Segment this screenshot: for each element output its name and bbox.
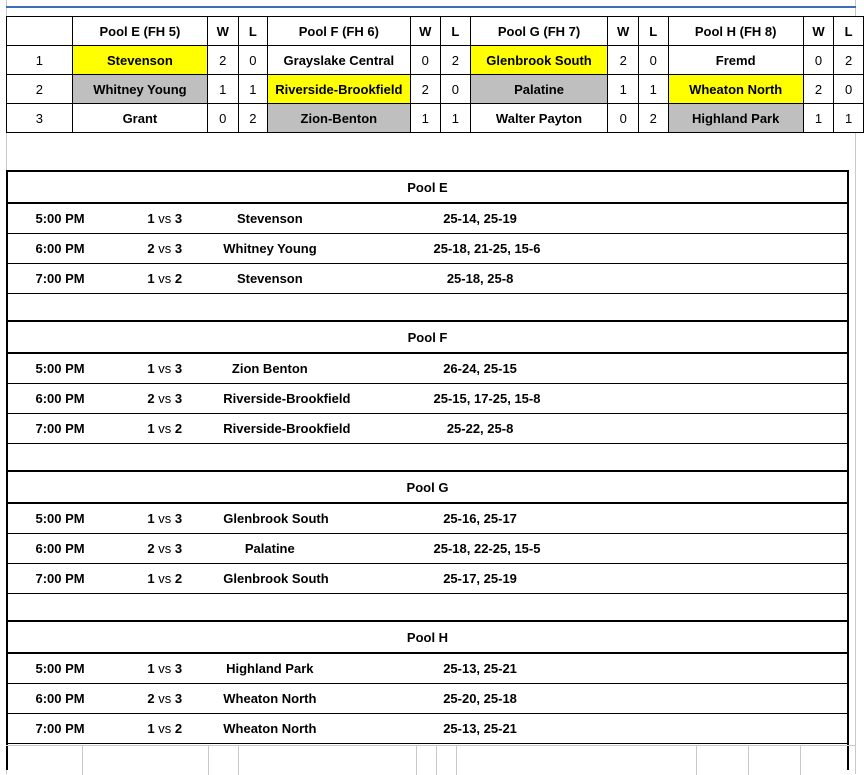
team-cell: Highland Park bbox=[668, 104, 803, 133]
empty-cell bbox=[217, 444, 322, 472]
team-cell: Fremd bbox=[668, 46, 803, 75]
vs-label: vs bbox=[158, 691, 172, 706]
empty-cell bbox=[638, 444, 743, 472]
empty-cell bbox=[638, 203, 743, 234]
wins-cell: 0 bbox=[608, 104, 639, 133]
wins-cell: 0 bbox=[410, 46, 441, 75]
empty-cell bbox=[743, 503, 848, 534]
team-cell: Stevenson bbox=[72, 46, 207, 75]
team-cell: Wheaton North bbox=[668, 75, 803, 104]
empty-cell bbox=[322, 594, 427, 622]
seed-a: 1 bbox=[147, 271, 155, 286]
empty-cell bbox=[743, 534, 848, 564]
empty-cell bbox=[533, 503, 638, 534]
matchup bbox=[112, 653, 217, 684]
standings-table bbox=[6, 16, 864, 133]
match-time: 7:00 PM bbox=[7, 714, 112, 744]
empty-cell bbox=[428, 294, 533, 322]
empty-cell bbox=[322, 294, 427, 322]
empty-cell bbox=[428, 594, 533, 622]
empty-cell bbox=[743, 714, 848, 744]
match-time: 6:00 PM bbox=[7, 384, 112, 414]
seed-b: 3 bbox=[174, 361, 183, 376]
empty-cell bbox=[112, 444, 217, 472]
empty-cell bbox=[322, 684, 427, 714]
team-cell: Grant bbox=[72, 104, 207, 133]
wins-cell: 1 bbox=[208, 75, 239, 104]
wins-cell: 2 bbox=[410, 75, 441, 104]
match-winner: Riverside-Brookfield bbox=[217, 414, 322, 444]
matchup bbox=[112, 353, 217, 384]
match-winner: Zion Benton bbox=[217, 353, 322, 384]
empty-cell bbox=[7, 294, 112, 322]
pool-title-row bbox=[7, 471, 848, 503]
empty-cell bbox=[428, 444, 533, 472]
losses-cell: 0 bbox=[638, 46, 668, 75]
empty-cell bbox=[322, 444, 427, 472]
seed-a: 2 bbox=[147, 691, 155, 706]
pool-g-header: Pool G (FH 7) bbox=[470, 17, 608, 46]
match-row bbox=[7, 564, 848, 594]
empty-cell bbox=[533, 564, 638, 594]
empty-cell bbox=[322, 353, 427, 384]
team-cell: Palatine bbox=[470, 75, 608, 104]
empty-cell bbox=[533, 594, 638, 622]
match-time: 5:00 PM bbox=[7, 203, 112, 234]
seed-b: 3 bbox=[174, 661, 183, 676]
match-winner: Wheaton North bbox=[217, 714, 322, 744]
empty-cell bbox=[322, 264, 427, 294]
match-row bbox=[7, 684, 848, 714]
match-row bbox=[7, 384, 848, 414]
empty-cell bbox=[533, 534, 638, 564]
match-scores: 25-18, 21-25, 15-6 bbox=[428, 234, 533, 264]
pool-title: Pool H bbox=[7, 621, 848, 653]
match-time: 5:00 PM bbox=[7, 353, 112, 384]
empty-cell bbox=[533, 684, 638, 714]
vs-label: vs bbox=[158, 541, 172, 556]
pool-e-header: Pool E (FH 5) bbox=[72, 17, 207, 46]
standings-rank-header bbox=[7, 17, 73, 46]
vs-label: vs bbox=[158, 271, 172, 286]
matchup bbox=[112, 534, 217, 564]
matchup bbox=[112, 684, 217, 714]
match-time: 5:00 PM bbox=[7, 503, 112, 534]
spacer-row bbox=[7, 294, 848, 322]
match-scores: 25-20, 25-18 bbox=[428, 684, 533, 714]
seed-b: 3 bbox=[174, 511, 183, 526]
matchup bbox=[112, 234, 217, 264]
table-row bbox=[7, 104, 864, 133]
matchup bbox=[112, 203, 217, 234]
schedule-table bbox=[6, 170, 849, 770]
empty-cell bbox=[743, 444, 848, 472]
empty-cell bbox=[743, 353, 848, 384]
losses-cell: 1 bbox=[441, 104, 471, 133]
team-cell: Whitney Young bbox=[72, 75, 207, 104]
empty-cell bbox=[743, 203, 848, 234]
vs-label: vs bbox=[158, 721, 172, 736]
vs-label: vs bbox=[158, 241, 172, 256]
empty-cell bbox=[533, 714, 638, 744]
seed-a: 1 bbox=[147, 511, 155, 526]
pool-title: Pool F bbox=[7, 321, 848, 353]
match-winner: Wheaton North bbox=[217, 684, 322, 714]
match-winner: Glenbrook South bbox=[217, 503, 322, 534]
empty-cell bbox=[638, 414, 743, 444]
empty-cell bbox=[743, 234, 848, 264]
losses-cell: 1 bbox=[834, 104, 864, 133]
pool-title: Pool G bbox=[7, 471, 848, 503]
seed-b: 3 bbox=[174, 391, 183, 406]
match-scores: 25-16, 25-17 bbox=[428, 503, 533, 534]
empty-cell bbox=[743, 294, 848, 322]
sheet-bottom-gridlines bbox=[6, 745, 856, 775]
rank-cell: 2 bbox=[7, 75, 73, 104]
rank-cell: 3 bbox=[7, 104, 73, 133]
empty-cell bbox=[533, 444, 638, 472]
wins-cell: 0 bbox=[208, 104, 239, 133]
wins-cell: 2 bbox=[608, 46, 639, 75]
match-scores: 25-22, 25-8 bbox=[428, 414, 533, 444]
losses-cell: 2 bbox=[638, 104, 668, 133]
empty-cell bbox=[743, 564, 848, 594]
seed-b: 3 bbox=[174, 211, 183, 226]
empty-cell bbox=[7, 444, 112, 472]
match-time: 7:00 PM bbox=[7, 564, 112, 594]
match-scores: 25-14, 25-19 bbox=[428, 203, 533, 234]
match-winner: Highland Park bbox=[217, 653, 322, 684]
match-row bbox=[7, 714, 848, 744]
pool-title: Pool E bbox=[7, 171, 848, 203]
empty-cell bbox=[638, 594, 743, 622]
match-row bbox=[7, 534, 848, 564]
seed-a: 2 bbox=[147, 391, 155, 406]
empty-cell bbox=[638, 353, 743, 384]
seed-a: 1 bbox=[147, 211, 155, 226]
empty-cell bbox=[322, 564, 427, 594]
seed-b: 2 bbox=[174, 271, 183, 286]
seed-b: 3 bbox=[174, 541, 183, 556]
empty-cell bbox=[638, 564, 743, 594]
match-scores: 25-18, 25-8 bbox=[428, 264, 533, 294]
empty-cell bbox=[322, 234, 427, 264]
team-cell: Zion-Benton bbox=[268, 104, 410, 133]
seed-b: 2 bbox=[174, 721, 183, 736]
empty-cell bbox=[533, 234, 638, 264]
seed-a: 1 bbox=[147, 571, 155, 586]
empty-cell bbox=[638, 534, 743, 564]
match-time: 7:00 PM bbox=[7, 264, 112, 294]
empty-cell bbox=[7, 594, 112, 622]
match-winner: Stevenson bbox=[217, 264, 322, 294]
empty-cell bbox=[743, 384, 848, 414]
match-row bbox=[7, 353, 848, 384]
empty-cell bbox=[533, 384, 638, 414]
pool-title-row bbox=[7, 171, 848, 203]
empty-cell bbox=[217, 594, 322, 622]
pool-f-w-header: W bbox=[410, 17, 441, 46]
losses-cell: 2 bbox=[238, 104, 268, 133]
pool-f-header: Pool F (FH 6) bbox=[268, 17, 410, 46]
matchup bbox=[112, 264, 217, 294]
losses-cell: 2 bbox=[834, 46, 864, 75]
vs-label: vs bbox=[158, 391, 172, 406]
seed-b: 3 bbox=[174, 241, 183, 256]
empty-cell bbox=[743, 594, 848, 622]
losses-cell: 0 bbox=[238, 46, 268, 75]
losses-cell: 1 bbox=[638, 75, 668, 104]
empty-cell bbox=[638, 503, 743, 534]
wins-cell: 0 bbox=[803, 46, 834, 75]
empty-cell bbox=[638, 384, 743, 414]
match-scores: 25-15, 17-25, 15-8 bbox=[428, 384, 533, 414]
seed-a: 2 bbox=[147, 241, 155, 256]
pool-h-w-header: W bbox=[803, 17, 834, 46]
rank-cell: 1 bbox=[7, 46, 73, 75]
empty-cell bbox=[743, 653, 848, 684]
match-time: 6:00 PM bbox=[7, 234, 112, 264]
spacer-row bbox=[7, 594, 848, 622]
seed-a: 1 bbox=[147, 421, 155, 436]
match-scores: 25-17, 25-19 bbox=[428, 564, 533, 594]
spacer-row bbox=[7, 444, 848, 472]
table-row bbox=[7, 75, 864, 104]
empty-cell bbox=[743, 414, 848, 444]
wins-cell: 1 bbox=[608, 75, 639, 104]
empty-cell bbox=[638, 294, 743, 322]
wins-cell: 1 bbox=[410, 104, 441, 133]
empty-cell bbox=[533, 294, 638, 322]
match-time: 6:00 PM bbox=[7, 684, 112, 714]
vs-label: vs bbox=[158, 571, 172, 586]
losses-cell: 0 bbox=[834, 75, 864, 104]
pool-e-w-header: W bbox=[208, 17, 239, 46]
losses-cell: 2 bbox=[441, 46, 471, 75]
empty-cell bbox=[638, 684, 743, 714]
empty-cell bbox=[638, 714, 743, 744]
pool-title-row bbox=[7, 321, 848, 353]
team-cell: Glenbrook South bbox=[470, 46, 608, 75]
match-scores: 25-13, 25-21 bbox=[428, 714, 533, 744]
vs-label: vs bbox=[158, 211, 172, 226]
vs-label: vs bbox=[158, 511, 172, 526]
seed-b: 3 bbox=[174, 691, 183, 706]
match-winner: Glenbrook South bbox=[217, 564, 322, 594]
pool-h-header: Pool H (FH 8) bbox=[668, 17, 803, 46]
match-winner: Whitney Young bbox=[217, 234, 322, 264]
matchup bbox=[112, 503, 217, 534]
empty-cell bbox=[217, 294, 322, 322]
seed-a: 1 bbox=[147, 661, 155, 676]
pool-f-l-header: L bbox=[441, 17, 471, 46]
match-row bbox=[7, 203, 848, 234]
sheet-top-border bbox=[6, 0, 856, 8]
wins-cell: 1 bbox=[803, 104, 834, 133]
empty-cell bbox=[322, 534, 427, 564]
pool-g-l-header: L bbox=[638, 17, 668, 46]
match-winner: Palatine bbox=[217, 534, 322, 564]
match-row bbox=[7, 503, 848, 534]
seed-b: 2 bbox=[174, 421, 183, 436]
vs-label: vs bbox=[158, 361, 172, 376]
empty-cell bbox=[638, 234, 743, 264]
matchup bbox=[112, 384, 217, 414]
vs-label: vs bbox=[158, 421, 172, 436]
pool-h-l-header: L bbox=[834, 17, 864, 46]
match-winner: Riverside-Brookfield bbox=[217, 384, 322, 414]
match-winner: Stevenson bbox=[217, 203, 322, 234]
empty-cell bbox=[533, 264, 638, 294]
empty-cell bbox=[322, 653, 427, 684]
losses-cell: 0 bbox=[441, 75, 471, 104]
matchup bbox=[112, 414, 217, 444]
empty-cell bbox=[533, 653, 638, 684]
wins-cell: 2 bbox=[803, 75, 834, 104]
table-row bbox=[7, 46, 864, 75]
vs-label: vs bbox=[158, 661, 172, 676]
matchup bbox=[112, 714, 217, 744]
match-scores: 25-18, 22-25, 15-5 bbox=[428, 534, 533, 564]
empty-cell bbox=[638, 264, 743, 294]
wins-cell: 2 bbox=[208, 46, 239, 75]
team-cell: Grayslake Central bbox=[268, 46, 410, 75]
match-row bbox=[7, 414, 848, 444]
pool-g-w-header: W bbox=[608, 17, 639, 46]
seed-b: 2 bbox=[174, 571, 183, 586]
pool-e-l-header: L bbox=[238, 17, 268, 46]
matchup bbox=[112, 564, 217, 594]
match-row bbox=[7, 264, 848, 294]
empty-cell bbox=[743, 684, 848, 714]
match-time: 6:00 PM bbox=[7, 534, 112, 564]
seed-a: 2 bbox=[147, 541, 155, 556]
empty-cell bbox=[112, 594, 217, 622]
seed-a: 1 bbox=[147, 361, 155, 376]
match-time: 5:00 PM bbox=[7, 653, 112, 684]
empty-cell bbox=[533, 414, 638, 444]
pool-title-row bbox=[7, 621, 848, 653]
empty-cell bbox=[743, 264, 848, 294]
match-row bbox=[7, 234, 848, 264]
match-scores: 25-13, 25-21 bbox=[428, 653, 533, 684]
match-row bbox=[7, 653, 848, 684]
empty-cell bbox=[533, 203, 638, 234]
empty-cell bbox=[533, 353, 638, 384]
empty-cell bbox=[322, 203, 427, 234]
standings-header-row bbox=[7, 17, 864, 46]
match-scores: 26-24, 25-15 bbox=[428, 353, 533, 384]
match-time: 7:00 PM bbox=[7, 414, 112, 444]
team-cell: Walter Payton bbox=[470, 104, 608, 133]
losses-cell: 1 bbox=[238, 75, 268, 104]
team-cell: Riverside-Brookfield bbox=[268, 75, 410, 104]
empty-cell bbox=[112, 294, 217, 322]
empty-cell bbox=[322, 503, 427, 534]
empty-cell bbox=[638, 653, 743, 684]
empty-cell bbox=[322, 714, 427, 744]
seed-a: 1 bbox=[147, 721, 155, 736]
